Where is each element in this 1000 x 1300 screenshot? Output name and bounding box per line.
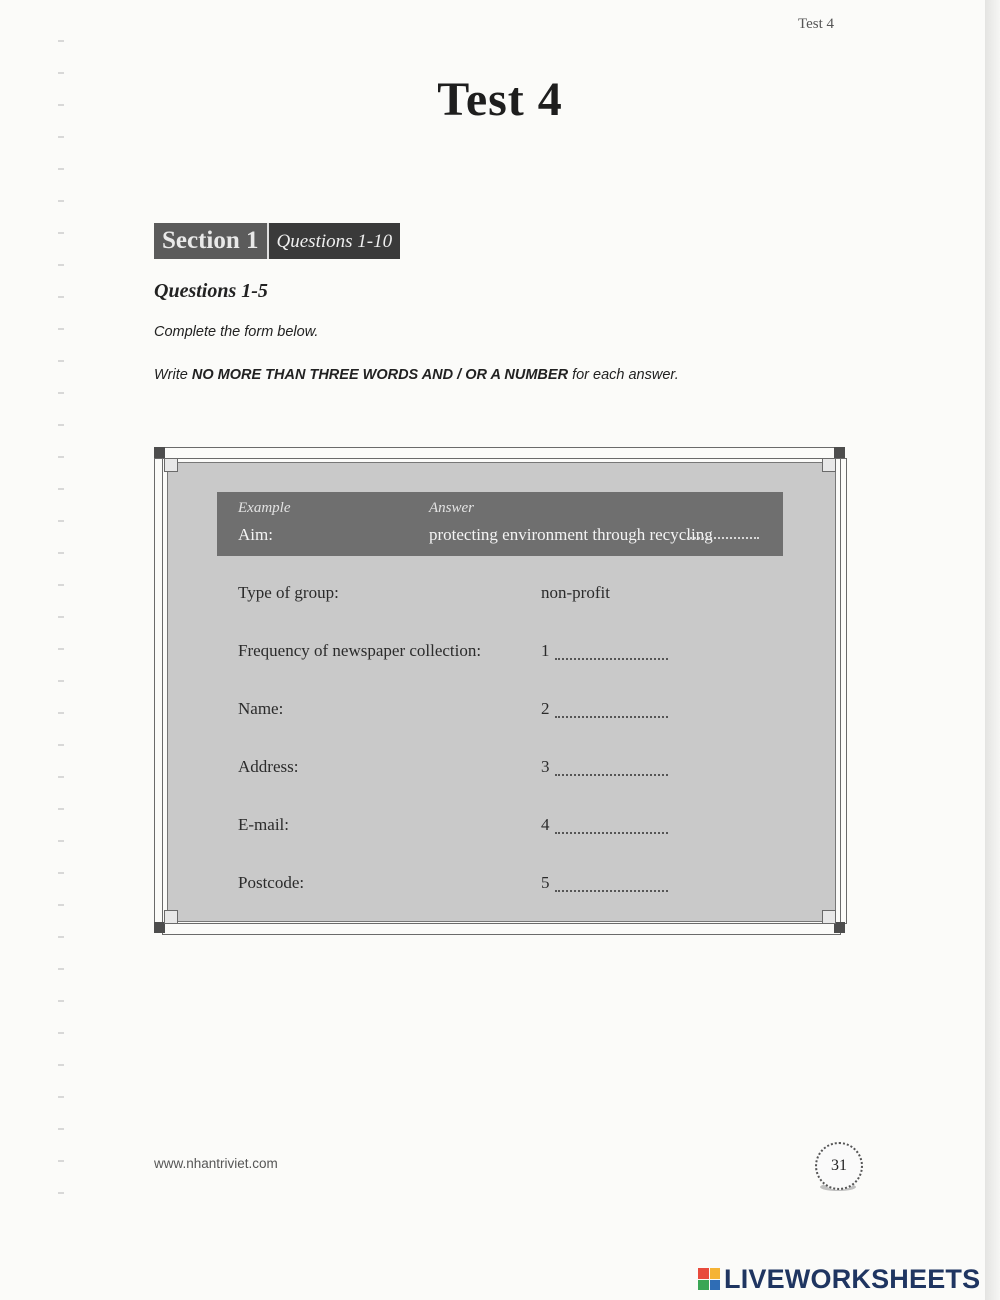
question-number: 3 xyxy=(541,757,550,776)
example-field: Aim: xyxy=(238,525,273,544)
example-label: Example xyxy=(238,500,291,516)
logo-square xyxy=(710,1268,721,1279)
answer-blank[interactable] xyxy=(555,716,668,718)
instruction-emphasis: NO MORE THAN THREE WORDS AND / OR A NUMBER xyxy=(191,367,569,383)
frame-corner-box xyxy=(822,458,836,472)
frame-corner xyxy=(834,447,845,458)
question-number: 2 xyxy=(541,699,550,718)
field-label: Postcode: xyxy=(238,873,305,892)
logo-square xyxy=(710,1280,721,1291)
instruction-prefix: Write xyxy=(154,367,192,383)
instruction-suffix: for each answer. xyxy=(568,367,679,383)
running-head: Test 4 xyxy=(798,16,835,32)
instruction-complete: Complete the form below. xyxy=(154,324,319,340)
example-dotted-line xyxy=(687,537,759,539)
field-label: Type of group: xyxy=(238,583,339,602)
logo-square xyxy=(698,1280,709,1291)
example-box xyxy=(217,492,783,556)
frame-corner-box xyxy=(822,910,836,924)
page-number: 31 xyxy=(815,1142,863,1190)
instruction-word-limit xyxy=(154,367,679,383)
question-number: 4 xyxy=(541,815,550,834)
frame-corner-box xyxy=(164,910,178,924)
section-label: Section 1 xyxy=(154,223,267,259)
field-label: Address: xyxy=(238,757,299,776)
section-tag xyxy=(154,223,400,259)
form-row-type-of-group xyxy=(238,583,758,611)
form-row-frequency[interactable] xyxy=(238,641,758,669)
questions-heading: Questions 1-5 xyxy=(154,280,268,302)
answer-blank[interactable] xyxy=(555,658,668,660)
example-answer: protecting environment through recycling xyxy=(429,525,713,544)
field-label: Name: xyxy=(238,699,284,718)
form-row-name[interactable] xyxy=(238,699,758,727)
liveworksheets-logo xyxy=(698,1262,980,1296)
field-label: E-mail: xyxy=(238,815,289,834)
form-row-email[interactable] xyxy=(238,815,758,843)
answer-label: Answer xyxy=(429,500,474,516)
form-row-postcode[interactable] xyxy=(238,873,758,901)
frame-corner-box xyxy=(164,458,178,472)
binding-marks xyxy=(58,40,64,1210)
page-title: Test 4 xyxy=(437,73,563,126)
page-edge xyxy=(985,0,1000,1300)
field-value: non-profit xyxy=(541,583,610,602)
question-number: 1 xyxy=(541,641,550,660)
field-label: Frequency of newspaper collection: xyxy=(238,641,482,660)
answer-blank[interactable] xyxy=(555,890,668,892)
question-number: 5 xyxy=(541,873,550,892)
liveworksheets-logo-icon xyxy=(698,1268,720,1290)
form-row-address[interactable] xyxy=(238,757,758,785)
answer-blank[interactable] xyxy=(555,832,668,834)
logo-square xyxy=(698,1268,709,1279)
footer-url: www.nhantriviet.com xyxy=(154,1156,278,1171)
section-questions: Questions 1-10 xyxy=(267,223,401,259)
frame-corner xyxy=(154,447,165,458)
liveworksheets-brand: LIVEWORKSHEETS xyxy=(724,1263,981,1294)
answer-blank[interactable] xyxy=(555,774,668,776)
